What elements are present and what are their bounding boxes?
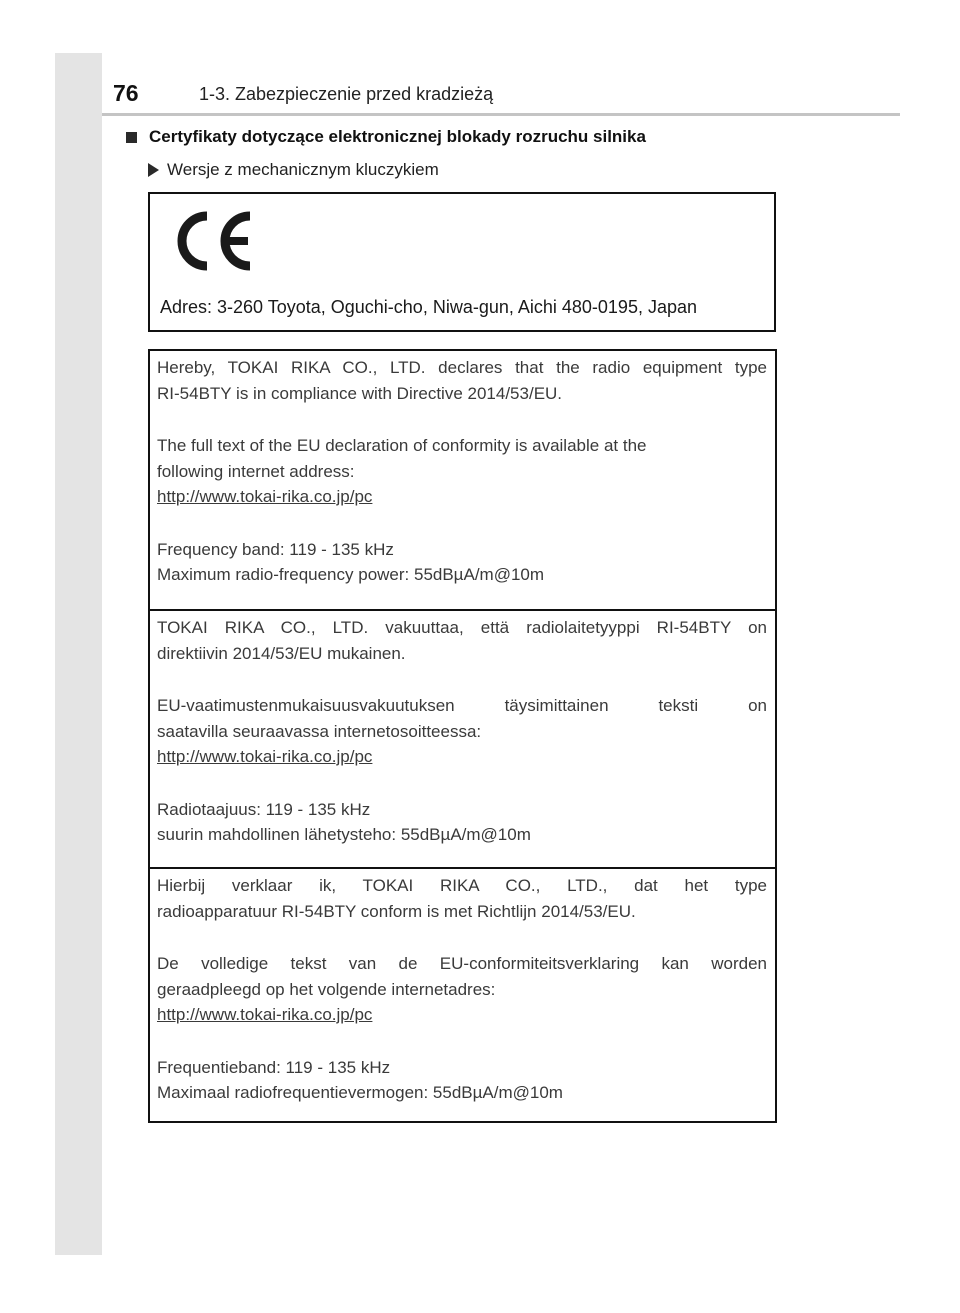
decl-text: Hierbij verklaar ik, TOKAI RIKA CO., LTD., dat het type [157, 876, 767, 895]
declarations-box [148, 349, 777, 1123]
decl-text: The full text of the EU declaration of conformity is available at the [157, 436, 647, 455]
ce-mark-logo [168, 208, 260, 274]
decl-text: radioapparatuur RI-54BTY conform is met Richtlijn 2014/53/EU. [157, 901, 636, 921]
declaration-link[interactable]: http://www.tokai-rika.co.jp/pc [157, 747, 373, 766]
decl-text: following internet address: [157, 461, 355, 481]
decl-text: De volledige tekst van de EU-conformiteitsverklaring kan worden [157, 954, 767, 973]
decl-text: suurin mahdollinen lähetysteho: 55dBµA/m@10m [157, 825, 531, 844]
decl-text: Maximaal radiofrequentievermogen: 55dBµA/m@10m [157, 1083, 563, 1102]
subheading-text: Wersje z mechanicznym kluczykiem [167, 160, 439, 179]
subheading [148, 160, 439, 180]
heading-text: Certyfikaty dotyczące elektronicznej blokady rozruchu silnika [149, 127, 646, 146]
decl-text: Frequency band: 119 - 135 kHz [157, 539, 394, 559]
page-number: 76 [113, 80, 139, 106]
declaration-dutch [150, 867, 775, 1123]
decl-text: Radiotaajuus: 119 - 135 kHz [157, 799, 371, 819]
section-title: 1-3. Zabezpieczenie przed kradzieżą [199, 84, 494, 104]
manufacturer-address: Adres: 3-260 Toyota, Oguchi-cho, Niwa-gun, Aichi 480-0195, Japan [160, 297, 697, 317]
decl-text: direktiivin 2014/53/EU mukainen. [157, 643, 406, 663]
header-divider [102, 113, 900, 116]
decl-text: EU-vaatimustenmukaisuusvakuutuksen täysimittainen teksti on [157, 696, 767, 715]
square-bullet-icon [126, 132, 137, 143]
decl-text: saatavilla seuraavassa internetosoitteessa: [157, 721, 482, 741]
decl-text: geraadpleegd op het volgende internetadres: [157, 979, 496, 999]
decl-text: Frequentieband: 119 - 135 kHz [157, 1057, 391, 1077]
decl-text: Maximum radio-frequency power: 55dBµA/m@10m [157, 565, 545, 584]
decl-text: RI-54BTY is in compliance with Directive 2014/53/EU. [157, 383, 563, 403]
declaration-finnish [150, 609, 775, 869]
heading [126, 127, 646, 147]
declaration-link[interactable]: http://www.tokai-rika.co.jp/pc [157, 487, 373, 506]
declaration-english [150, 351, 775, 611]
decl-text: Hereby, TOKAI RIKA CO., LTD. declares that the radio equipment type [157, 358, 767, 377]
triangle-bullet-icon [148, 163, 159, 177]
page-sidebar [55, 53, 102, 1255]
decl-text: TOKAI RIKA CO., LTD. vakuuttaa, että radiolaitetyyppi RI-54BTY on [157, 618, 767, 637]
declaration-link[interactable]: http://www.tokai-rika.co.jp/pc [157, 1005, 373, 1024]
